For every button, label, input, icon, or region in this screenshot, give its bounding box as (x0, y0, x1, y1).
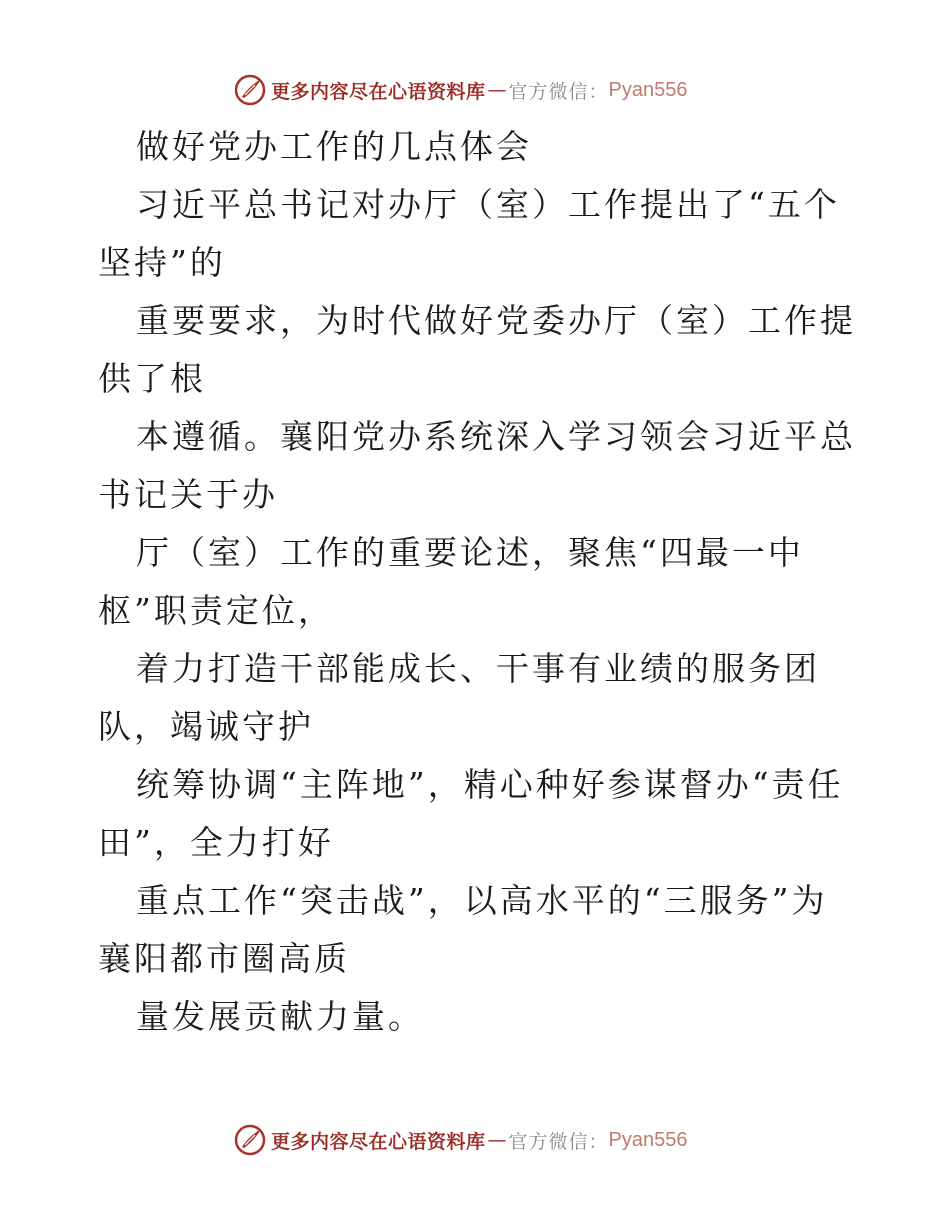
banner-wechat-label: 官方微信： (508, 80, 609, 103)
quill-pen-logo-icon (233, 73, 267, 107)
banner-main-text: 更多内容尽在心语资料库 (271, 80, 486, 103)
paragraph-line: 习近平总书记对办厅（室）工作提出了“五个坚持”的 (98, 185, 840, 282)
paragraph-line: 厅（室）工作的重要论述，聚焦“四最一中枢”职责定位， (98, 533, 804, 630)
quill-pen-logo-icon (233, 1123, 267, 1157)
banner-wechat-id: Pyan556 (608, 78, 688, 101)
banner-wechat-id: Pyan556 (608, 1128, 688, 1151)
footer-banner (233, 1122, 688, 1158)
paragraph-line: 统筹协调“主阵地”，精心种好参谋督办“责任田”，全力打好 (98, 765, 844, 862)
header-banner (233, 72, 688, 108)
document-title: 做好党办工作的几点体会 (136, 127, 532, 166)
banner-main-text: 更多内容尽在心语资料库 (271, 1130, 486, 1153)
document-body (98, 118, 858, 1046)
paragraph-line: 重点工作“突击战”，以高水平的“三服务”为襄阳都市圈高质 (98, 881, 828, 978)
banner-dash: — (487, 1129, 507, 1151)
paragraph-line: 本遵循。襄阳党办系统深入学习领会习近平总书记关于办 (98, 417, 856, 514)
banner-wechat-label: 官方微信： (508, 1130, 609, 1153)
banner-dash: — (487, 79, 507, 101)
paragraph-line: 量发展贡献力量。 (136, 997, 424, 1036)
paragraph-line: 重要要求，为时代做好党委办厅（室）工作提供了根 (98, 301, 856, 398)
paragraph-line: 着力打造干部能成长、干事有业绩的服务团队，竭诚守护 (98, 649, 820, 746)
